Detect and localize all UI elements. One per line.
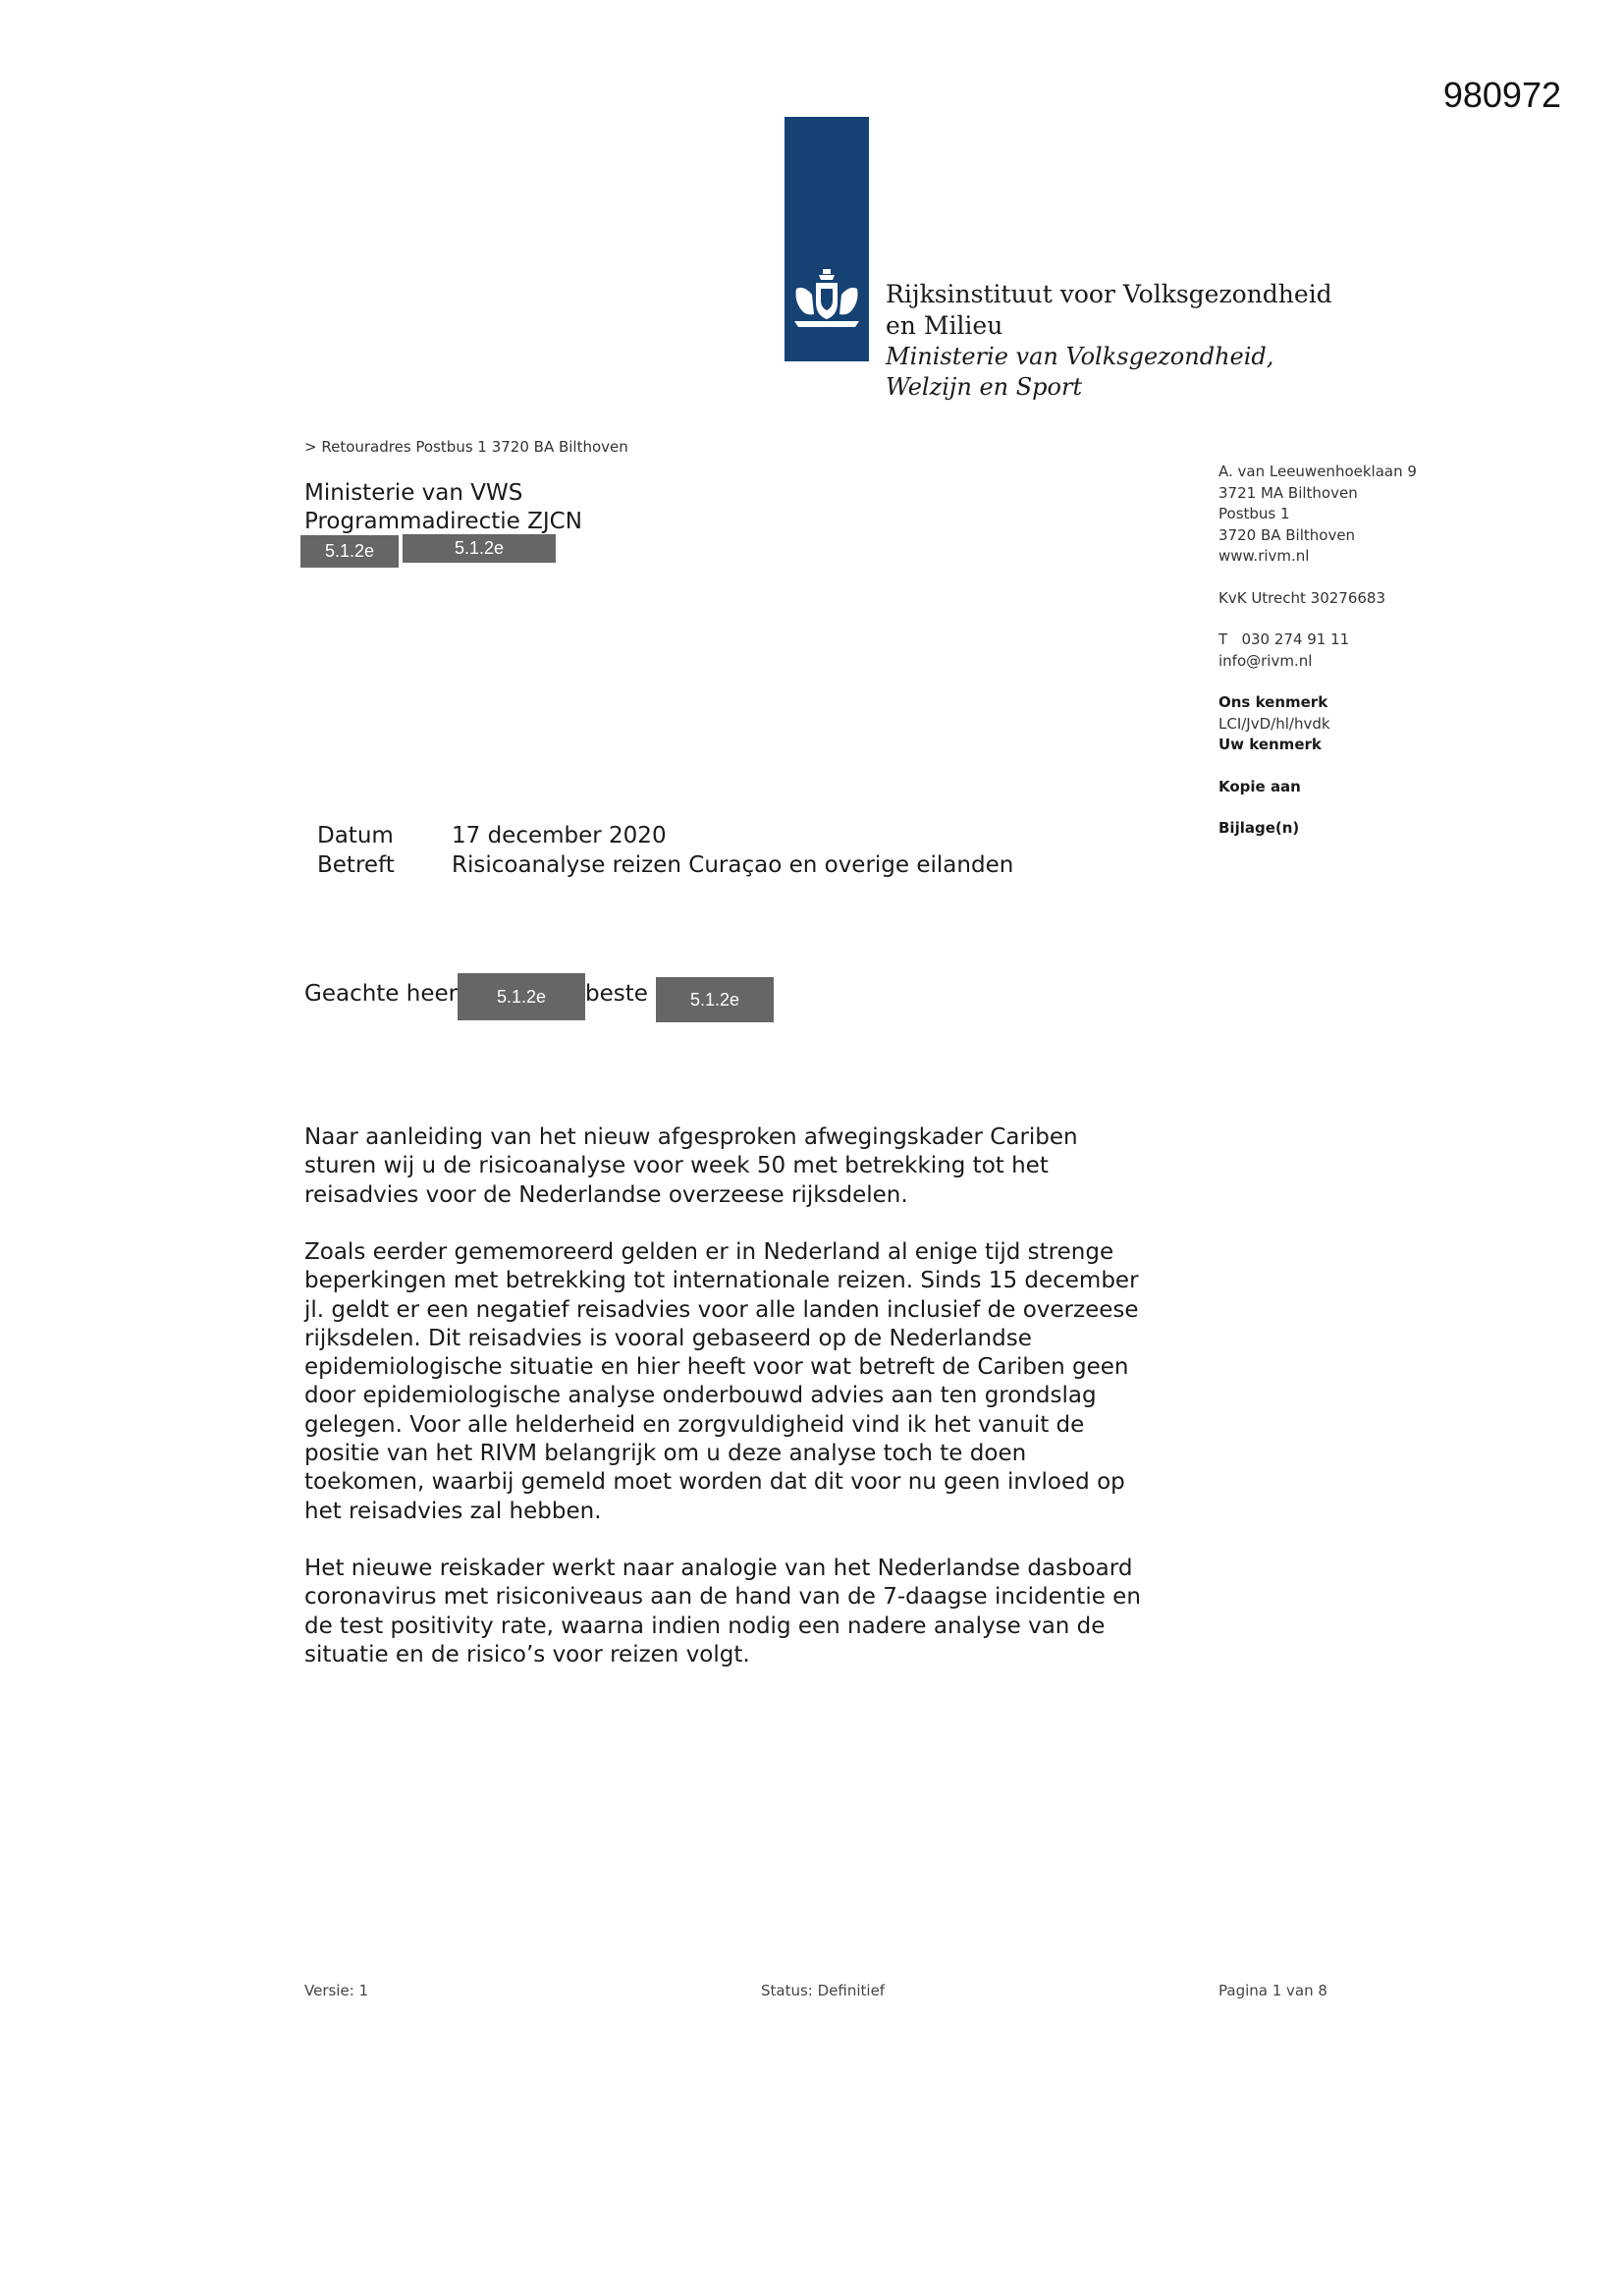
body-paragraph-2: [304, 1238, 1188, 1526]
sender-po-postal-city: 3720 BA Bilthoven: [1218, 525, 1356, 544]
ministry-line-1: Ministerie van Volksgezondheid,: [886, 343, 1274, 370]
body-line: toekomen, waarbij gemeld moet worden dat dit voor nu geen invloed op: [304, 1469, 1125, 1496]
datum-value: 17 december 2020: [452, 823, 667, 848]
footer-version: Versie: 1: [304, 1982, 369, 1999]
return-address: > Retouradres Postbus 1 3720 BA Bilthoven: [304, 438, 628, 456]
body-line: gelegen. Voor alle helderheid en zorgvuldigheid vind ik het vanuit de: [304, 1411, 1085, 1438]
uw-kenmerk-label: Uw kenmerk: [1218, 736, 1322, 753]
body-line: jl. geldt er een negatief reisadvies voor alle landen inclusief de overzeese: [304, 1296, 1139, 1323]
datum-label: Datum: [317, 823, 394, 848]
org-line-2: en Milieu: [886, 311, 1003, 340]
redaction-box: 5.1.2e: [656, 977, 774, 1022]
sender-details: [1218, 462, 1592, 840]
recipient-address: [304, 479, 582, 536]
organization-name: [886, 279, 1332, 403]
sender-website: www.rivm.nl: [1218, 547, 1310, 565]
body-line: rijksdelen. Dit reisadvies is vooral gebaseerd op de Nederlandse: [304, 1325, 1032, 1351]
redaction-box: 5.1.2e: [458, 973, 585, 1020]
recipient-line-1: Ministerie van VWS: [304, 480, 523, 506]
sender-kvk: KvK Utrecht 30276683: [1218, 588, 1385, 607]
body-line: beperkingen met betrekking tot internationale reizen. Sinds 15 december: [304, 1268, 1139, 1294]
sender-email: info@rivm.nl: [1218, 651, 1313, 670]
body-line: sturen wij u de risicoanalyse voor week 50 met betrekking tot het: [304, 1153, 1049, 1179]
body-line: situatie en de risico’s voor reizen volgt.: [304, 1641, 750, 1667]
body-line: Zoals eerder gememoreerd gelden er in Nederland al enige tijd strenge: [304, 1239, 1114, 1265]
body-line: het reisadvies zal hebben.: [304, 1498, 602, 1524]
body-paragraph-3: [304, 1555, 1188, 1669]
sender-street: A. van Leeuwenhoeklaan 9: [1218, 463, 1417, 480]
body-line: epidemiologische situatie en hier heeft voor wat betreft de Cariben geen: [304, 1354, 1129, 1381]
bijlage-label: Bijlage(n): [1218, 819, 1300, 837]
body-line: reisadvies voor de Nederlandse overzeese rijksdelen.: [304, 1181, 908, 1208]
body-line: door epidemiologische analyse onderbouwd advies aan ten grondslag: [304, 1383, 1097, 1409]
sender-postal-city: 3721 MA Bilthoven: [1218, 483, 1358, 502]
redaction-box: 5.1.2e: [403, 534, 556, 563]
footer-status: Status: Definitief: [761, 1982, 886, 1999]
document-number: 980972: [1442, 75, 1561, 115]
sender-phone: T 030 274 91 11: [1218, 630, 1350, 648]
betreft-label: Betreft: [317, 852, 395, 878]
body-line: Naar aanleiding van het nieuw afgesproken afwegingskader Cariben: [304, 1124, 1078, 1150]
ons-kenmerk-label: Ons kenmerk: [1218, 693, 1328, 711]
betreft-value: Risicoanalyse reizen Curaçao en overige eilanden: [452, 852, 1014, 878]
sender-po-box: Postbus 1: [1218, 505, 1290, 522]
ons-kenmerk-value: LCI/JvD/hl/hvdk: [1218, 714, 1330, 733]
body-line: Het nieuwe reiskader werkt naar analogie van het Nederlandse dasboard: [304, 1556, 1133, 1581]
salutation-part-2: beste: [585, 981, 648, 1007]
ministry-line-2: Welzijn en Sport: [886, 373, 1083, 401]
crest-icon: [788, 267, 865, 336]
footer-page-number: Pagina 1 van 8: [1218, 1982, 1327, 1999]
kopie-aan-label: Kopie aan: [1218, 777, 1301, 795]
org-line-1: Rijksinstituut voor Volksgezondheid: [886, 280, 1332, 308]
redaction-box: 5.1.2e: [300, 535, 399, 568]
body-line: de test positivity rate, waarna indien nodig een nadere analyse van de: [304, 1613, 1106, 1639]
body-line: positie van het RIVM belangrijk om u deze analyse toch te doen: [304, 1441, 1027, 1467]
body-paragraph-1: [304, 1123, 1188, 1210]
recipient-line-2: Programmadirectie ZJCN: [304, 509, 582, 534]
salutation-part-1: Geachte heer: [304, 981, 459, 1007]
body-line: coronavirus met risiconiveaus aan de hand van de 7-daagse incidentie en: [304, 1584, 1141, 1611]
